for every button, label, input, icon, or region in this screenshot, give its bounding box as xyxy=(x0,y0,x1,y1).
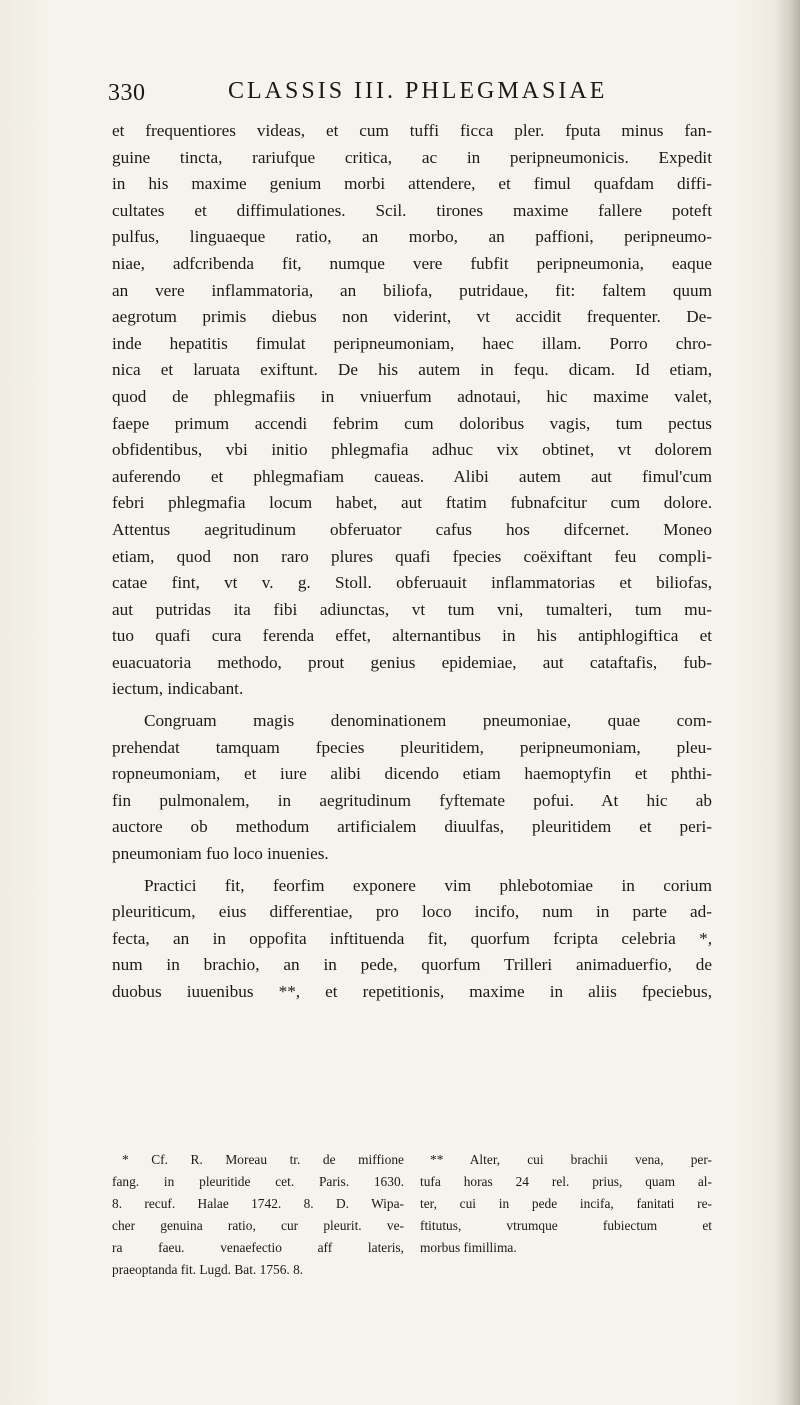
text-line: febri phlegmafia locum habet, aut ftatim fubnafcitur cum dolore. xyxy=(112,493,712,513)
text-line: obfidentibus, vbi initio phlegmafia adhuc vix obtinet, vt dolorem xyxy=(112,440,712,460)
footnote-line: * Cf. R. Moreau tr. de miffione xyxy=(122,1152,404,1167)
page-edge-shadow xyxy=(774,0,800,1405)
text-line: pleuriticum, eius differentiae, pro loco incifo, num in parte ad- xyxy=(112,902,712,922)
text-line: Attentus aegritudinum obferuator cafus hos difcernet. Moneo xyxy=(112,519,712,539)
text-line: prehendat tamquam fpecies pleuritidem, peripneumoniam, pleu- xyxy=(112,737,712,757)
footnote-line: praeoptanda fit. Lugd. Bat. 1756. 8. xyxy=(112,1262,304,1277)
text-line: faepe primum accendi febrim cum doloribus vagis, tum pectus xyxy=(112,413,712,433)
footnote-line: 8. recuf. Halae 1742. 8. D. Wipa- xyxy=(112,1196,404,1211)
footnote-line: morbus fimillima. xyxy=(420,1240,517,1255)
text-line: pneumoniam fuo loco inuenies. xyxy=(112,844,329,864)
footnote-line: ra faeu. venaefectio aff lateris, xyxy=(112,1240,404,1255)
text-line: niae, adfcribenda fit, numque vere fubfit peripneumonia, eaque xyxy=(112,253,712,273)
text-line: tuo quafi cura ferenda effet, alternantibus in his antiphlogiftica et xyxy=(112,626,712,646)
text-line: fecta, an in oppofita inftituenda fit, quorfum fcripta celebria *, xyxy=(112,928,712,948)
footnote-single-star xyxy=(112,1149,404,1281)
paragraph-2 xyxy=(112,708,712,868)
footnote-line: ter, cui in pede incifa, fanitati re- xyxy=(420,1196,712,1211)
text-line: catae fint, vt v. g. Stoll. obferuauit inflammatorias et biliofas, xyxy=(112,573,712,593)
footnote-line: fang. in pleuritide cet. Paris. 1630. xyxy=(112,1174,404,1189)
text-line: etiam, quod non raro plures quafi fpecies coëxiftant feu compli- xyxy=(112,546,712,566)
text-line: auctore ob methodum artificialem diuulfas, pleuritidem et peri- xyxy=(112,817,712,837)
paragraph-3 xyxy=(112,873,712,1006)
text-line: an vere inflammatoria, an biliofa, putridaue, fit: faltem quum xyxy=(112,280,712,300)
text-line: auferendo et phlegmafiam caueas. Alibi autem aut fimul'cum xyxy=(112,466,712,486)
footnote-line: ftitutus, vtrumque fubiectum et xyxy=(420,1218,712,1233)
text-line: cultates et diffimulationes. Scil. tirones maxime fallere poteft xyxy=(112,200,712,220)
text-line: duobus iuuenibus **, et repetitionis, maxime in aliis fpeciebus, xyxy=(112,982,712,1001)
text-line: in his maxime genium morbi attendere, et fimul quafdam diffi- xyxy=(112,174,712,194)
text-line: inde hepatitis fimulat peripneumoniam, haec illam. Porro chro- xyxy=(112,333,712,353)
text-line: iectum, indicabant. xyxy=(112,679,244,699)
text-line: guine tincta, rariufque critica, ac in peripneumonicis. Expedit xyxy=(112,147,712,167)
text-line: euacuatoria methodo, prout genius epidemiae, aut cataftafis, fub- xyxy=(112,652,712,672)
footnote-line: tufa horas 24 rel. prius, quam al- xyxy=(420,1174,712,1189)
text-line: et frequentiores videas, et cum tuffi ficca pler. fputa minus fan- xyxy=(112,121,712,140)
body-text xyxy=(112,118,712,1006)
text-line: Congruam magis denominationem pneumoniae, quae com- xyxy=(144,711,712,731)
text-line: fin pulmonalem, in aegritudinum fyftemate pofui. At hic ab xyxy=(112,790,712,810)
page-number: 330 xyxy=(108,80,146,106)
paragraph-1 xyxy=(112,118,712,703)
text-line: pulfus, linguaeque ratio, an morbo, an paffioni, peripneumo- xyxy=(112,227,712,247)
text-line: aegrotum primis diebus non viderint, vt accidit frequenter. De- xyxy=(112,307,712,327)
running-head: CLASSIS III. PHLEGMASIAE xyxy=(228,78,608,104)
text-line: num in brachio, an in pede, quorfum Trilleri animaduerfio, de xyxy=(112,955,712,975)
footnote-line: ** Alter, cui brachii vena, per- xyxy=(430,1152,712,1167)
text-line: aut putridas ita fibi adiunctas, vt tum vni, tumalteri, tum mu- xyxy=(112,599,712,619)
footnote-double-star xyxy=(420,1149,712,1259)
footnotes xyxy=(112,1149,712,1369)
text-line: nica et laruata exiftunt. De his autem in fequ. dicam. Id etiam, xyxy=(112,360,712,380)
page-header xyxy=(108,76,728,116)
text-line: ropneumoniam, et iure alibi dicendo etiam haemoptyfin et phthi- xyxy=(112,764,712,784)
text-line: Practici fit, feorfim exponere vim phlebotomiae in corium xyxy=(144,875,712,895)
text-line: quod de phlegmafiis in vniuerfum adnotaui, hic maxime valet, xyxy=(112,386,712,406)
footnote-line: cher genuina ratio, cur pleurit. ve- xyxy=(112,1218,404,1233)
